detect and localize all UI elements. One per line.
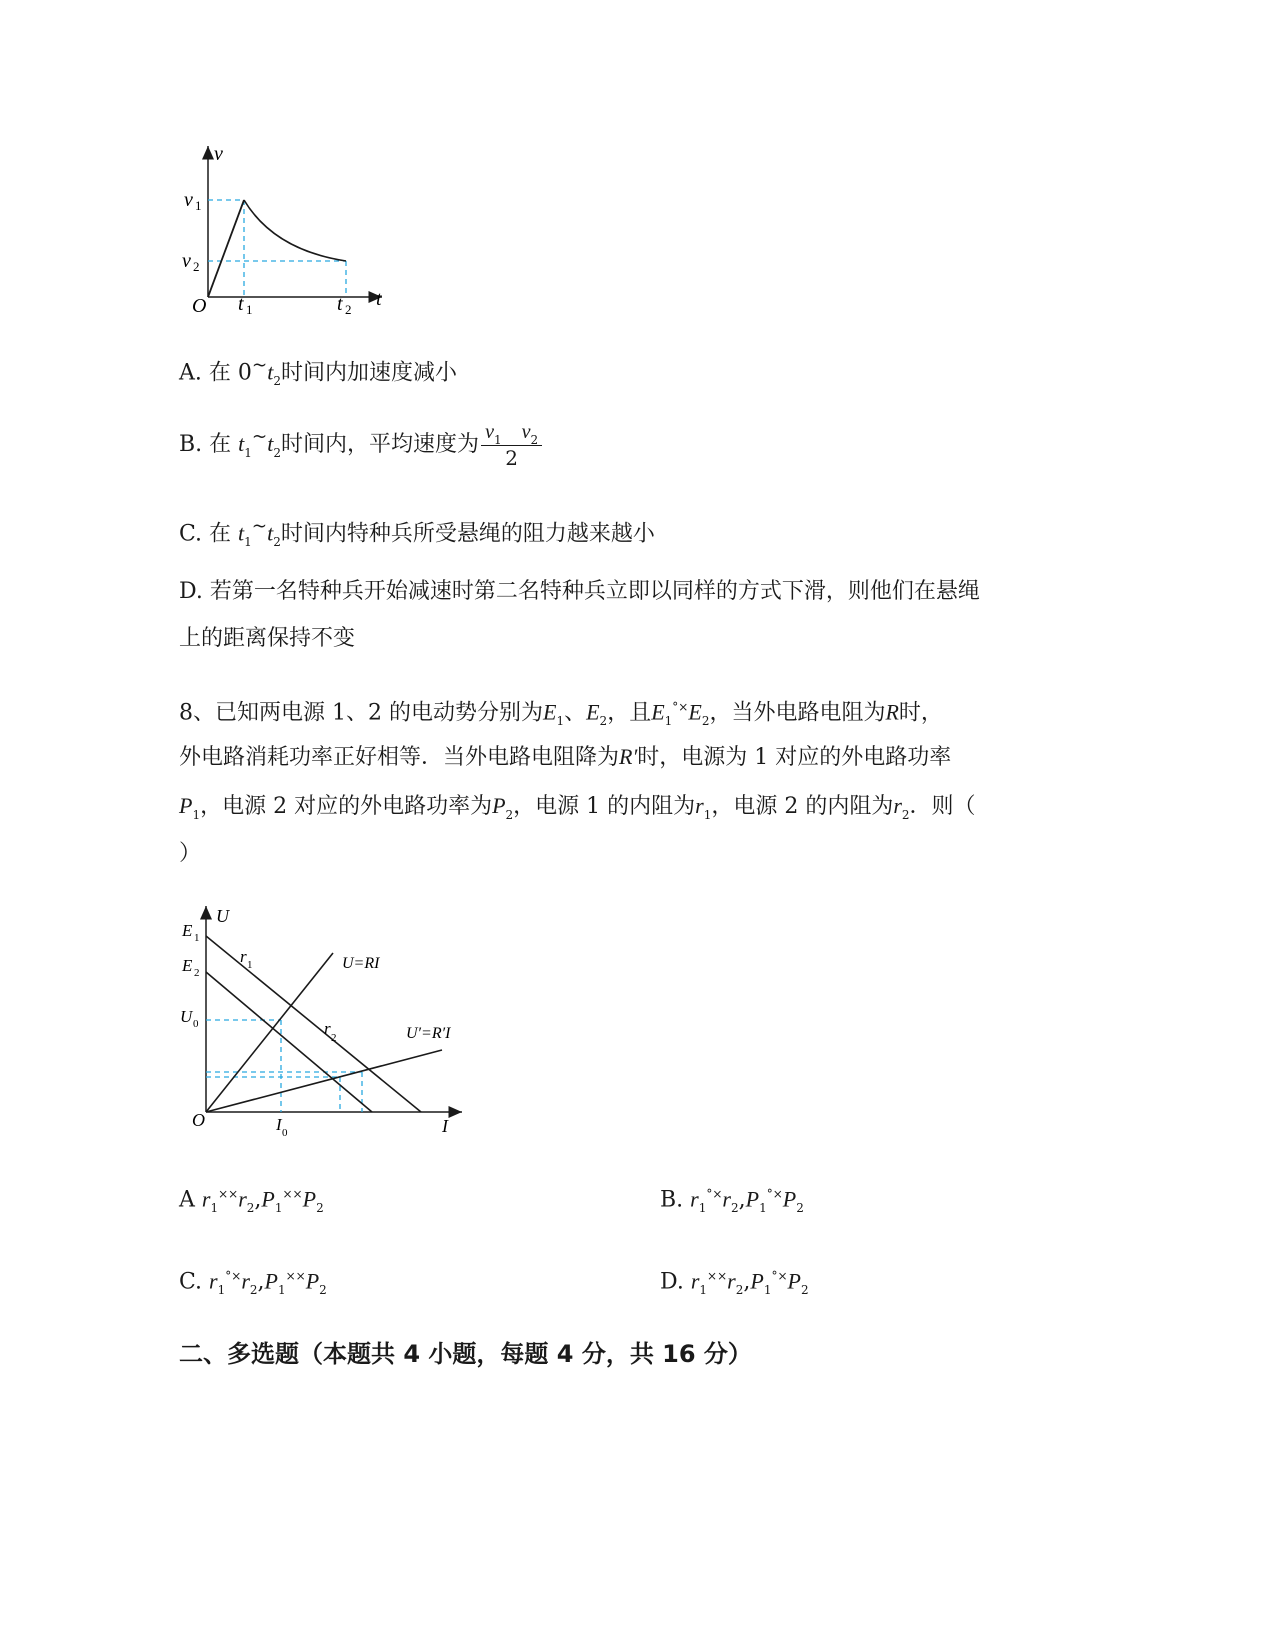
r1-label-sub: 1 — [247, 959, 253, 971]
q8-d-comma: , — [743, 1269, 751, 1295]
q8-e2-sub: 2 — [599, 714, 608, 729]
q8-a-rel1: ×× — [218, 1187, 239, 1201]
q8-c-r1-sub: 1 — [217, 1283, 226, 1298]
q7-c-prefix: C. 在 — [179, 521, 239, 547]
u-axis-label: U — [216, 906, 229, 926]
q8-a-r1: r — [201, 1186, 211, 1212]
q8-b-comma: , — [738, 1187, 746, 1213]
q8-e2: E — [586, 699, 600, 725]
q8-l3b: ，电源 1 的内阻为 — [513, 794, 696, 819]
q8-l1e: 时， — [898, 700, 943, 726]
q8-b-p2-sub: 2 — [796, 1201, 804, 1216]
q8-e1-sub: 1 — [556, 714, 565, 729]
q8-relation-symbol: °× — [672, 700, 689, 714]
t1-label-sub: 1 — [246, 302, 253, 317]
q8-option-c — [179, 1262, 327, 1298]
e2-label-sub: 2 — [194, 967, 200, 979]
v2-label: v — [182, 250, 191, 272]
t1-label: t — [238, 293, 244, 315]
q8-d-p2-sub: 2 — [800, 1283, 809, 1298]
q8-a-comma: , — [254, 1187, 262, 1213]
q8-d-r1-sub: 1 — [699, 1283, 708, 1298]
frac-v1: v — [485, 421, 494, 443]
q8-b-p1: P — [745, 1186, 760, 1212]
q7-option-a — [179, 352, 457, 389]
q8-a-r2: r — [238, 1186, 247, 1212]
origin-label: O — [192, 295, 207, 317]
q8-stem-line1 — [179, 693, 943, 729]
q7-option-d-line1: D. 若第一名特种兵开始减速时第二名特种兵立即以同样的方式下滑，则他们在悬绳 — [179, 579, 980, 604]
section-heading: 二、多选题（本题共 4 小题，每题 4 分，共 16 分） — [179, 1340, 752, 1368]
q8-c-label: C. — [179, 1269, 210, 1295]
q8-P1: P — [179, 793, 193, 818]
q7-c-t1: t — [238, 520, 245, 546]
q8-a-p2-sub: 2 — [316, 1201, 324, 1216]
q8-R: R — [885, 699, 899, 725]
q8-a-r2-sub: 2 — [246, 1201, 255, 1216]
u0-label: U — [180, 1007, 193, 1026]
q8-b-r1-sub: 1 — [698, 1201, 707, 1216]
t2-label: t — [337, 293, 343, 315]
q7-b-prefix: B. 在 — [179, 432, 239, 457]
q7-option-c — [179, 513, 655, 550]
q8-d-rel1: ×× — [707, 1269, 728, 1283]
q7-option-d-line2: 上的距离保持不变 — [179, 626, 356, 651]
u-i-graph — [170, 898, 480, 1148]
q8-c-rel2: ×× — [285, 1269, 306, 1283]
q8-l1a: 8、已知两电源 1、2 的电动势分别为 — [179, 700, 543, 726]
q7-c-t2-sub: 2 — [273, 535, 281, 550]
q8-d-r1: r — [690, 1268, 700, 1294]
q7-b-t1: t — [238, 431, 245, 456]
q7-c-rest: 时间内特种兵所受悬绳的阻力越来越小 — [280, 521, 655, 547]
q7-c-tilde: ~ — [251, 516, 268, 537]
q8-c-comma: , — [257, 1269, 265, 1295]
decel-curve — [244, 200, 346, 261]
q8-l2a: 外电路消耗功率正好相等．当外电路电阻降为 — [179, 745, 620, 770]
q8-b-r1: r — [690, 1186, 699, 1212]
q8-P2-sub: 2 — [505, 808, 514, 822]
q8-d-rel2: °× — [771, 1269, 788, 1283]
source1-line — [206, 936, 421, 1112]
q7-a-t: t — [267, 359, 274, 385]
q8-b-r2-sub: 2 — [730, 1201, 739, 1216]
q8-d-r2: r — [727, 1268, 736, 1294]
q8-c-p2: P — [305, 1268, 320, 1294]
q8-a-p2: P — [302, 1186, 317, 1212]
q8-stem-line4: ） — [179, 841, 202, 866]
e2-label: E — [182, 956, 193, 975]
q8-stem-line3 — [179, 792, 976, 823]
q8-d-label: D. — [660, 1269, 691, 1295]
v1-label-sub: 1 — [195, 198, 202, 213]
frac-v2: v — [521, 421, 531, 443]
q7-option-b — [179, 420, 542, 470]
q8-e1: E — [542, 699, 557, 725]
q8-e2b: E — [688, 699, 702, 725]
q8-option-d — [660, 1262, 809, 1298]
v-axis-label: v — [214, 143, 223, 165]
q8-b-p1-sub: 1 — [759, 1201, 767, 1216]
frac-v1-sub: 1 — [493, 433, 502, 447]
v2-label-sub: 2 — [193, 259, 200, 274]
q8-e1b-sub: 1 — [664, 714, 673, 729]
q8-l3c: ，电源 2 的内阻为 — [711, 794, 894, 819]
i-axis-label: I — [442, 1116, 448, 1136]
q8-option-a — [179, 1180, 324, 1216]
q7-a-t-sub: 2 — [273, 374, 281, 389]
accel-segment — [208, 200, 244, 297]
q7-a-prefix: A. 在 0 — [179, 360, 252, 386]
q7-c-t2: t — [267, 520, 274, 546]
q8-option-b — [660, 1180, 804, 1216]
q8-l1d: ，当外电路电阻为 — [709, 700, 886, 726]
resistor-rprime-line — [206, 1050, 442, 1112]
q8-e1b: E — [651, 699, 665, 725]
q8-c-r2-sub: 2 — [249, 1283, 258, 1298]
q8-a-rel2: ×× — [282, 1187, 303, 1201]
origin-label: O — [192, 1110, 205, 1130]
q8-e2b-sub: 2 — [701, 714, 710, 729]
i0-label-sub: 0 — [282, 1127, 288, 1139]
q8-P1-sub: 1 — [192, 808, 201, 822]
q8-a-label: A — [179, 1187, 195, 1213]
q8-b-rel1: °× — [706, 1187, 723, 1201]
r1-label: r — [240, 947, 247, 966]
q8-c-r2: r — [241, 1268, 250, 1294]
q8-l3a: ，电源 2 对应的外电路功率为 — [200, 794, 493, 819]
v1-label: v — [184, 189, 193, 211]
frac-denominator: 2 — [505, 446, 518, 470]
u0-label-sub: 0 — [193, 1018, 199, 1030]
t-axis-label: t — [376, 288, 382, 310]
q8-c-rel1: °× — [225, 1269, 242, 1283]
q8-l1c: ，且 — [607, 700, 652, 726]
q8-b-label: B. — [660, 1187, 691, 1213]
r2-label-sub: 2 — [331, 1032, 337, 1044]
q8-d-p2: P — [787, 1268, 801, 1294]
q8-c-r1: r — [209, 1268, 218, 1294]
q8-r1-sub: 1 — [703, 808, 712, 822]
q8-b-p2: P — [782, 1186, 797, 1212]
q7-b-t2-sub: 2 — [273, 446, 282, 460]
q8-r2: r — [893, 793, 902, 818]
q8-r1: r — [695, 793, 704, 818]
q8-Rp: R′ — [619, 744, 638, 769]
frac-v2-sub: 2 — [530, 433, 539, 447]
q7-b-tilde: ~ — [251, 426, 268, 448]
q7-b-t2: t — [267, 431, 274, 456]
q7-c-t1-sub: 1 — [244, 535, 252, 550]
q7-a-rest: 时间内加速度减小 — [281, 360, 458, 386]
line-uprime-label: U′=R′I — [406, 1025, 451, 1042]
q8-stem-line2 — [179, 743, 951, 772]
q8-l3d: ．则（ — [909, 794, 976, 819]
q8-b-r2: r — [722, 1186, 731, 1212]
q8-c-p2-sub: 2 — [319, 1283, 327, 1298]
e1-label: E — [182, 921, 193, 940]
velocity-time-graph — [170, 140, 400, 320]
q8-d-p1-sub: 1 — [763, 1283, 772, 1298]
q8-a-p1: P — [261, 1186, 275, 1212]
avg-velocity-fraction — [481, 420, 542, 470]
q8-a-r1-sub: 1 — [210, 1201, 219, 1216]
q8-a-p1-sub: 1 — [274, 1201, 283, 1216]
q8-l2b: 时，电源为 1 对应的外电路功率 — [637, 745, 952, 770]
q8-b-rel2: °× — [766, 1187, 783, 1201]
q8-d-p1: P — [750, 1268, 764, 1294]
q7-b-rest: 时间内，平均速度为 — [281, 432, 480, 457]
t2-label-sub: 2 — [345, 302, 352, 317]
r2-label: r — [324, 1019, 331, 1038]
q8-c-p1: P — [264, 1268, 278, 1294]
q8-c-p1-sub: 1 — [277, 1283, 286, 1298]
q7-b-t1-sub: 1 — [244, 446, 252, 460]
q8-d-r2-sub: 2 — [735, 1283, 744, 1298]
q8-l1b: 、 — [564, 700, 587, 726]
q8-r2-sub: 2 — [901, 808, 910, 822]
resistor-r-line — [206, 953, 333, 1112]
e1-label-sub: 1 — [194, 932, 200, 944]
line-u-ri-label: U=RI — [342, 955, 380, 972]
q8-P2: P — [492, 793, 506, 818]
i0-label: I — [276, 1115, 282, 1134]
q7-a-tilde: ~ — [251, 355, 268, 376]
